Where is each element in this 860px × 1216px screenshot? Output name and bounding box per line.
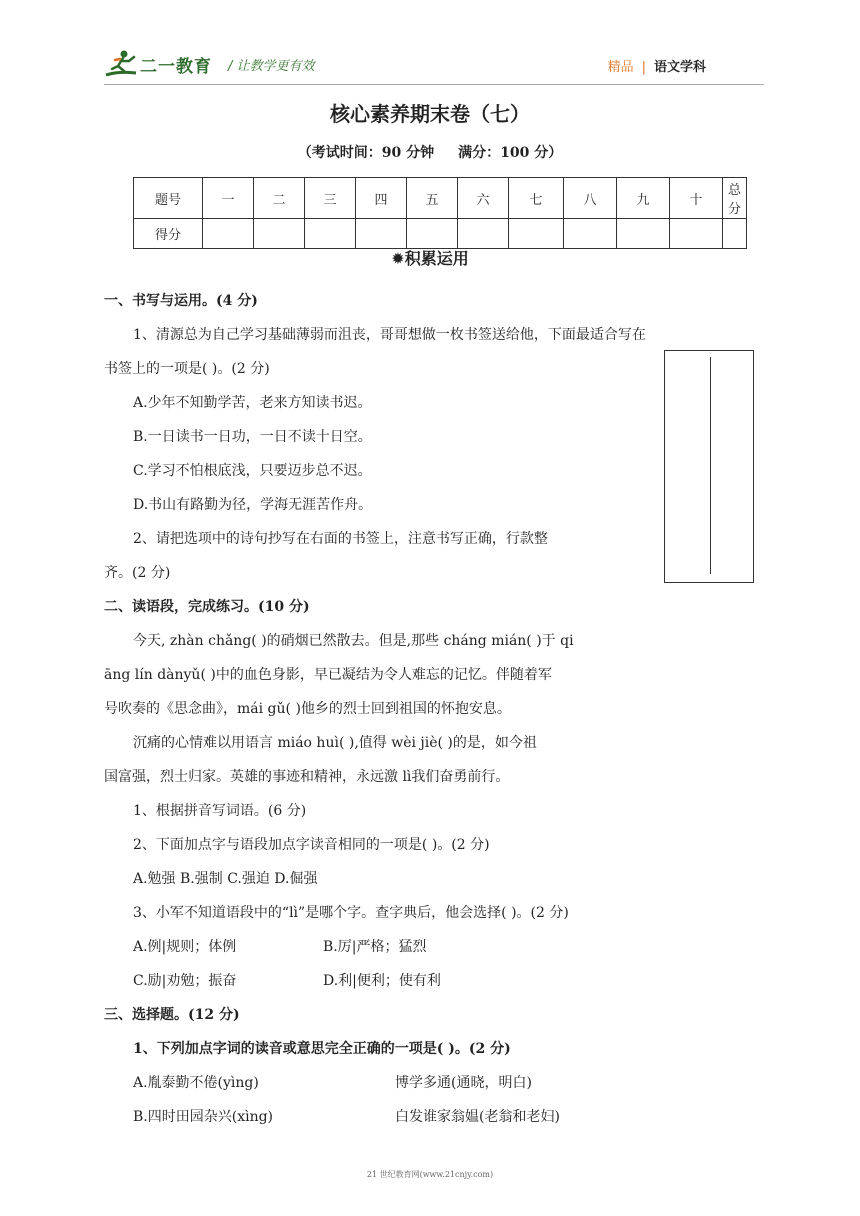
score-header-cell: 十 [670, 178, 723, 219]
option-c: C.励|劝勉；振奋 [133, 973, 237, 989]
score-cell[interactable] [254, 219, 305, 249]
score-cell[interactable] [356, 219, 407, 249]
option-b: B.一日读书一日功，一日不读十日空。 [133, 429, 372, 445]
score-table-score-row [134, 219, 747, 249]
header-right [608, 56, 706, 75]
logo [104, 48, 315, 80]
score-table-header-row [134, 178, 747, 219]
score-cell[interactable] [203, 219, 254, 249]
score-cell[interactable] [509, 219, 564, 249]
footer: 21 世纪教育网(www.21cnjy.com) [366, 1170, 494, 1179]
passage-line: 沉痛的心情难以用语言 miáo huì( ),值得 wèi jiè( )的是，如今祖 [133, 735, 537, 751]
option-a: A.少年不知勤学苦，老来方知读书迟。 [133, 395, 372, 411]
score-table [133, 177, 747, 249]
score-header-cell: 一 [203, 178, 254, 219]
score-cell[interactable] [723, 219, 747, 249]
runner-logo-icon [104, 49, 138, 79]
question-heading-2: 二、读语段，完成练习。(10 分) [104, 599, 310, 615]
question-heading-1: 一、书写与运用。(4 分) [104, 293, 258, 309]
option-b: B.四时田园杂兴(xìng) [133, 1109, 274, 1125]
score-header-cell: 五 [407, 178, 458, 219]
score-header-cell: 八 [564, 178, 617, 219]
question-text: 2、请把选项中的诗句抄写在右面的书签上，注意书写正确，行款整 [133, 531, 548, 547]
score-cell[interactable] [670, 219, 723, 249]
option-a-2: 博学多通(通晓，明白) [395, 1075, 532, 1091]
header-tag-subject: 语文学科 [653, 60, 706, 75]
header-divider [104, 84, 764, 85]
header-separator: | [641, 60, 646, 75]
score-cell[interactable] [458, 219, 509, 249]
score-header-cell: 三 [305, 178, 356, 219]
option-d: D.利|便利；使有利 [323, 973, 441, 989]
logo-text: 二一教育 [140, 56, 212, 77]
bookmark-rule-line [710, 357, 711, 574]
exam-full-score: 满分：100 分） [458, 145, 563, 161]
question-text: 1、根据拼音写词语。(6 分) [133, 803, 307, 819]
option-d: D.书山有路勤为径，学海无涯苦作舟。 [133, 497, 373, 513]
question-text: 1、下列加点字词的读音或意思完全正确的一项是( )。(2 分) [133, 1041, 511, 1057]
question-text: 1、清源总为自己学习基础薄弱而沮丧，哥哥想做一枚书签送给他，下面最适合写在 [133, 327, 646, 343]
option-b-2: 白发谁家翁媪(老翁和老妇) [395, 1109, 560, 1125]
question-text: 书签上的一项是( )。(2 分) [104, 361, 270, 377]
option-c: C.学习不怕根底浅，只要迈步总不迟。 [133, 463, 372, 479]
slogan: / 让教学更有效 [228, 58, 315, 74]
score-header-cell: 总分 [723, 178, 747, 219]
section-title: ✹积累运用 [391, 249, 469, 268]
exam-time: （考试时间：90 分钟 [297, 145, 435, 161]
score-cell[interactable] [564, 219, 617, 249]
question-text: 齐。(2 分) [104, 565, 171, 581]
question-text: 2、下面加点字与语段加点字读音相同的一项是( )。(2 分) [133, 837, 490, 853]
option-b: B.厉|严格；猛烈 [323, 939, 427, 955]
page-header [104, 48, 764, 84]
option-a: A.胤泰勤不倦(yìng) [133, 1075, 259, 1091]
option-row: A.勉强 B.强制 C.强迫 D.倔强 [133, 871, 318, 887]
score-header-cell: 二 [254, 178, 305, 219]
header-tag-quality: 精品 [607, 60, 634, 75]
option-a: A.例|规则；体例 [133, 939, 237, 955]
score-header-cell: 六 [458, 178, 509, 219]
passage-line: 今天, zhàn chǎng( )的硝烟已然散去。但是,那些 cháng mián( )于 qi [133, 633, 574, 649]
page-title: 核心素养期末卷（七） [330, 102, 530, 126]
score-header-cell: 题号 [134, 178, 203, 219]
exam-info [0, 142, 860, 162]
passage-line: āng lín dànyǔ( )中的血色身影，早已凝结为令人难忘的记忆。伴随着军 [104, 667, 552, 683]
score-cell[interactable] [617, 219, 670, 249]
bookmark-writing-box[interactable] [664, 350, 754, 583]
score-header-cell: 七 [509, 178, 564, 219]
score-cell[interactable] [407, 219, 458, 249]
score-row-label: 得分 [134, 219, 203, 249]
passage-line: 国富强，烈士归家。英雄的事迹和精神，永远激 lì我们奋勇前行。 [104, 769, 510, 785]
question-text: 3、小军不知道语段中的“lì”是哪个字。查字典后，他会选择( )。(2 分) [133, 905, 569, 921]
passage-line: 号吹奏的《思念曲》，mái gǔ( )他乡的烈士回到祖国的怀抱安息。 [104, 701, 511, 717]
question-heading-3: 三、选择题。(12 分) [104, 1007, 240, 1023]
score-header-cell: 四 [356, 178, 407, 219]
score-cell[interactable] [305, 219, 356, 249]
score-header-cell: 九 [617, 178, 670, 219]
